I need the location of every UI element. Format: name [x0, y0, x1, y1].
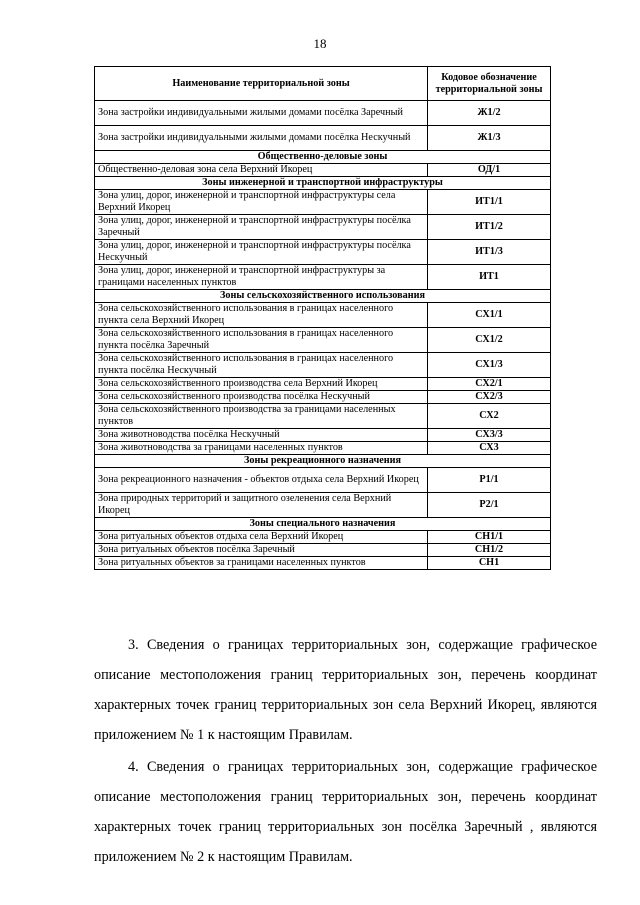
section-title: Зоны сельскохозяйственного использования: [95, 290, 551, 303]
table-body: [95, 101, 551, 570]
section-row: [95, 455, 551, 468]
table-row: [95, 265, 551, 290]
zone-name-cell: Зона ритуальных объектов за границами населенных пунктов: [95, 557, 428, 570]
zone-code-cell: Ж1/3: [428, 126, 551, 151]
table-row: [95, 126, 551, 151]
zone-name-cell: Зона улиц, дорог, инженерной и транспортной инфраструктуры посёлка Заречный: [95, 215, 428, 240]
paragraph-3: 3. Сведения о границах территориальных зон, содержащие графическое описание местоположения границ территориальных зон, перечень координат характерных точек границ территориальных зон села Верхний Икорец, являются приложением № 1 к настоящим Правилам.: [94, 637, 597, 743]
table-row: [95, 215, 551, 240]
zone-name-cell: Зона застройки индивидуальными жилыми домами посёлка Нескучный: [95, 126, 428, 151]
zone-code-cell: ИТ1: [428, 265, 551, 290]
table-row: [95, 404, 551, 429]
table-row: [95, 101, 551, 126]
zone-name-cell: Зона улиц, дорог, инженерной и транспортной инфраструктуры посёлка Нескучный: [95, 240, 428, 265]
zone-name-cell: Зона природных территорий и защитного озеленения села Верхний Икорец: [95, 493, 428, 518]
zone-code-cell: СН1: [428, 557, 551, 570]
zone-name-cell: Зона сельскохозяйственного использования в границах населенного пункта посёлка Заречный: [95, 328, 428, 353]
table-row: [95, 353, 551, 378]
section-title: Зоны специального назначения: [95, 518, 551, 531]
table-row: [95, 442, 551, 455]
table-row: [95, 557, 551, 570]
section-title: Общественно-деловые зоны: [95, 151, 551, 164]
zone-name-cell: Зона сельскохозяйственного использования в границах населенного пункта посёлка Нескучный: [95, 353, 428, 378]
section-title: Зоны рекреационного назначения: [95, 455, 551, 468]
zone-code-cell: ИТ1/1: [428, 190, 551, 215]
table-row: [95, 303, 551, 328]
table-row: [95, 190, 551, 215]
page-number: 18: [313, 36, 327, 51]
zone-code-cell: СН1/1: [428, 531, 551, 544]
table-row: [95, 391, 551, 404]
table-row: [95, 429, 551, 442]
header-zone-code: Кодовое обозначение территориальной зоны: [428, 67, 551, 101]
table-row: [95, 531, 551, 544]
zone-code-cell: Р1/1: [428, 468, 551, 493]
zone-code-cell: СХ2/1: [428, 378, 551, 391]
zone-name-cell: Зона сельскохозяйственного использования в границах населенного пункта села Верхний Икорец: [95, 303, 428, 328]
table-row: [95, 240, 551, 265]
section-row: [95, 151, 551, 164]
zone-name-cell: Общественно-деловая зона села Верхний Икорец: [95, 164, 428, 177]
zone-name-cell: Зона животноводства посёлка Нескучный: [95, 429, 428, 442]
zone-name-cell: Зона сельскохозяйственного производства села Верхний Икорец: [95, 378, 428, 391]
section-row: [95, 518, 551, 531]
table-row: [95, 378, 551, 391]
paragraph-4: 4. Сведения о границах территориальных зон, содержащие графическое описание местоположения границ территориальных зон, перечень координат характерных точек границ территориальных зон посёлка Заречный , являются приложением № 2 к настоящим Правилам.: [94, 759, 597, 865]
zone-code-cell: Ж1/2: [428, 101, 551, 126]
zone-name-cell: Зона животноводства за границами населенных пунктов: [95, 442, 428, 455]
zone-code-cell: Р2/1: [428, 493, 551, 518]
table-row: [95, 328, 551, 353]
section-row: [95, 177, 551, 190]
table-header-row: [95, 67, 551, 101]
zone-name-cell: Зона рекреационного назначения - объектов отдыха села Верхний Икорец: [95, 468, 428, 493]
zone-code-cell: СХ1/3: [428, 353, 551, 378]
table-row: [95, 164, 551, 177]
zone-name-cell: Зона ритуальных объектов отдыха села Верхний Икорец: [95, 531, 428, 544]
table-row: [95, 544, 551, 557]
header-zone-name: Наименование территориальной зоны: [95, 67, 428, 101]
zone-code-cell: СХ3/3: [428, 429, 551, 442]
section-title: Зоны инженерной и транспортной инфраструктуры: [95, 177, 551, 190]
body-text: [94, 630, 597, 874]
zone-name-cell: Зона застройки индивидуальными жилыми домами посёлка Заречный: [95, 101, 428, 126]
table-row: [95, 468, 551, 493]
zone-name-cell: Зона улиц, дорог, инженерной и транспортной инфраструктуры села Верхний Икорец: [95, 190, 428, 215]
zone-code-cell: СХ3: [428, 442, 551, 455]
zone-name-cell: Зона улиц, дорог, инженерной и транспортной инфраструктуры за границами населенных пунктов: [95, 265, 428, 290]
zone-code-cell: ИТ1/2: [428, 215, 551, 240]
zone-name-cell: Зона сельскохозяйственного производства посёлка Нескучный: [95, 391, 428, 404]
zone-code-cell: ОД/1: [428, 164, 551, 177]
zone-code-cell: ИТ1/3: [428, 240, 551, 265]
zone-code-cell: СХ2/3: [428, 391, 551, 404]
section-row: [95, 290, 551, 303]
zone-name-cell: Зона ритуальных объектов посёлка Заречный: [95, 544, 428, 557]
zone-code-cell: СХ1/2: [428, 328, 551, 353]
zone-name-cell: Зона сельскохозяйственного производства за границами населенных пунктов: [95, 404, 428, 429]
territorial-zones-table: [94, 66, 551, 570]
table-row: [95, 493, 551, 518]
zone-code-cell: СХ2: [428, 404, 551, 429]
zone-code-cell: СХ1/1: [428, 303, 551, 328]
zone-code-cell: СН1/2: [428, 544, 551, 557]
